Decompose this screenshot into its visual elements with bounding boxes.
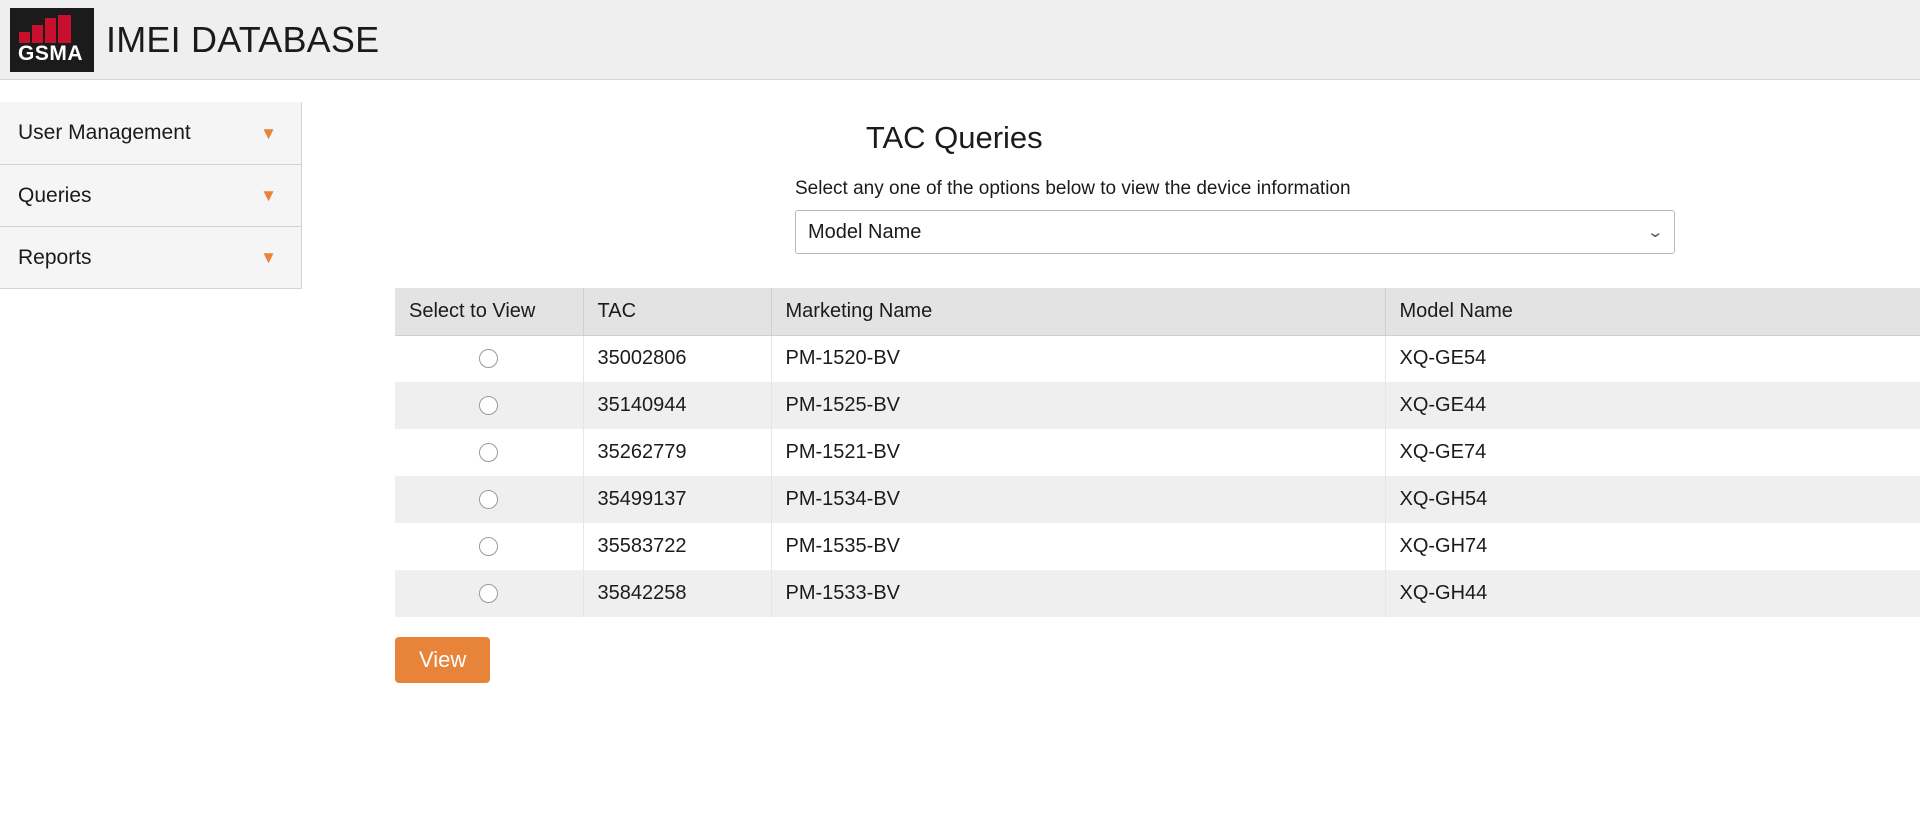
row-model-name: XQ-GE74 bbox=[1385, 429, 1920, 476]
actions-row bbox=[303, 637, 1920, 683]
row-radio-button[interactable] bbox=[479, 490, 498, 509]
row-tac: 35002806 bbox=[583, 335, 771, 382]
table-body bbox=[395, 335, 1920, 617]
row-marketing-name: PM-1521-BV bbox=[771, 429, 1385, 476]
table-row bbox=[395, 523, 1920, 570]
column-header-model-name: Model Name bbox=[1385, 288, 1920, 335]
row-marketing-name: PM-1525-BV bbox=[771, 382, 1385, 429]
table-row bbox=[395, 570, 1920, 617]
chevron-down-icon: ▼ bbox=[260, 248, 277, 267]
row-model-name: XQ-GH44 bbox=[1385, 570, 1920, 617]
row-model-name: XQ-GE44 bbox=[1385, 382, 1920, 429]
table-row bbox=[395, 476, 1920, 523]
row-model-name: XQ-GH54 bbox=[1385, 476, 1920, 523]
sidebar-item-user-management[interactable] bbox=[0, 102, 301, 164]
app-title: IMEI DATABASE bbox=[106, 18, 380, 60]
table-row bbox=[395, 382, 1920, 429]
table-header-row bbox=[395, 288, 1920, 335]
chevron-down-icon: ⌄ bbox=[1646, 224, 1665, 241]
row-radio-button[interactable] bbox=[479, 349, 498, 368]
chevron-down-icon: ▼ bbox=[260, 123, 277, 143]
sidebar-item-label: Reports bbox=[18, 245, 92, 269]
instruction-text: Select any one of the options below to view the device information bbox=[795, 178, 1351, 199]
table-row bbox=[395, 335, 1920, 382]
row-radio-button[interactable] bbox=[479, 584, 498, 603]
app-header bbox=[0, 0, 1920, 80]
page-title: TAC Queries bbox=[865, 120, 1043, 155]
sidebar-item-label: User Management bbox=[18, 121, 191, 144]
results-table-wrap bbox=[303, 288, 1920, 617]
sidebar-item-label: Queries bbox=[18, 183, 92, 207]
row-select-cell bbox=[395, 523, 583, 570]
results-table bbox=[395, 288, 1920, 617]
row-select-cell bbox=[395, 429, 583, 476]
query-option-select[interactable] bbox=[795, 210, 1675, 254]
logo-bars-icon bbox=[19, 15, 85, 43]
table-row bbox=[395, 429, 1920, 476]
gsma-logo bbox=[10, 8, 94, 72]
sidebar-nav bbox=[0, 102, 302, 289]
chevron-down-icon: ▼ bbox=[260, 186, 277, 205]
row-select-cell bbox=[395, 570, 583, 617]
row-tac: 35583722 bbox=[583, 523, 771, 570]
row-tac: 35262779 bbox=[583, 429, 771, 476]
row-tac: 35140944 bbox=[583, 382, 771, 429]
row-radio-button[interactable] bbox=[479, 443, 498, 462]
row-radio-button[interactable] bbox=[479, 396, 498, 415]
row-select-cell bbox=[395, 476, 583, 523]
row-marketing-name: PM-1534-BV bbox=[771, 476, 1385, 523]
logo-text: GSMA bbox=[18, 41, 83, 65]
row-marketing-name: PM-1533-BV bbox=[771, 570, 1385, 617]
view-button[interactable]: View bbox=[395, 637, 490, 683]
row-marketing-name: PM-1520-BV bbox=[771, 335, 1385, 382]
column-header-marketing-name: Marketing Name bbox=[771, 288, 1385, 335]
sidebar-item-queries[interactable] bbox=[0, 164, 301, 226]
row-model-name: XQ-GE54 bbox=[1385, 335, 1920, 382]
sidebar-item-reports[interactable] bbox=[0, 226, 301, 288]
column-header-tac: TAC bbox=[583, 288, 771, 335]
page-body bbox=[0, 80, 1920, 683]
main-content bbox=[303, 80, 1920, 683]
row-radio-button[interactable] bbox=[479, 537, 498, 556]
row-tac: 35499137 bbox=[583, 476, 771, 523]
query-option-row bbox=[303, 210, 1920, 254]
table-head bbox=[395, 288, 1920, 335]
sidebar bbox=[0, 80, 303, 289]
column-header-select-to-view: Select to View bbox=[395, 288, 583, 335]
row-select-cell bbox=[395, 335, 583, 382]
row-select-cell bbox=[395, 382, 583, 429]
row-model-name: XQ-GH74 bbox=[1385, 523, 1920, 570]
query-option-selected-value: Model Name bbox=[808, 220, 922, 243]
row-marketing-name: PM-1535-BV bbox=[771, 523, 1385, 570]
row-tac: 35842258 bbox=[583, 570, 771, 617]
